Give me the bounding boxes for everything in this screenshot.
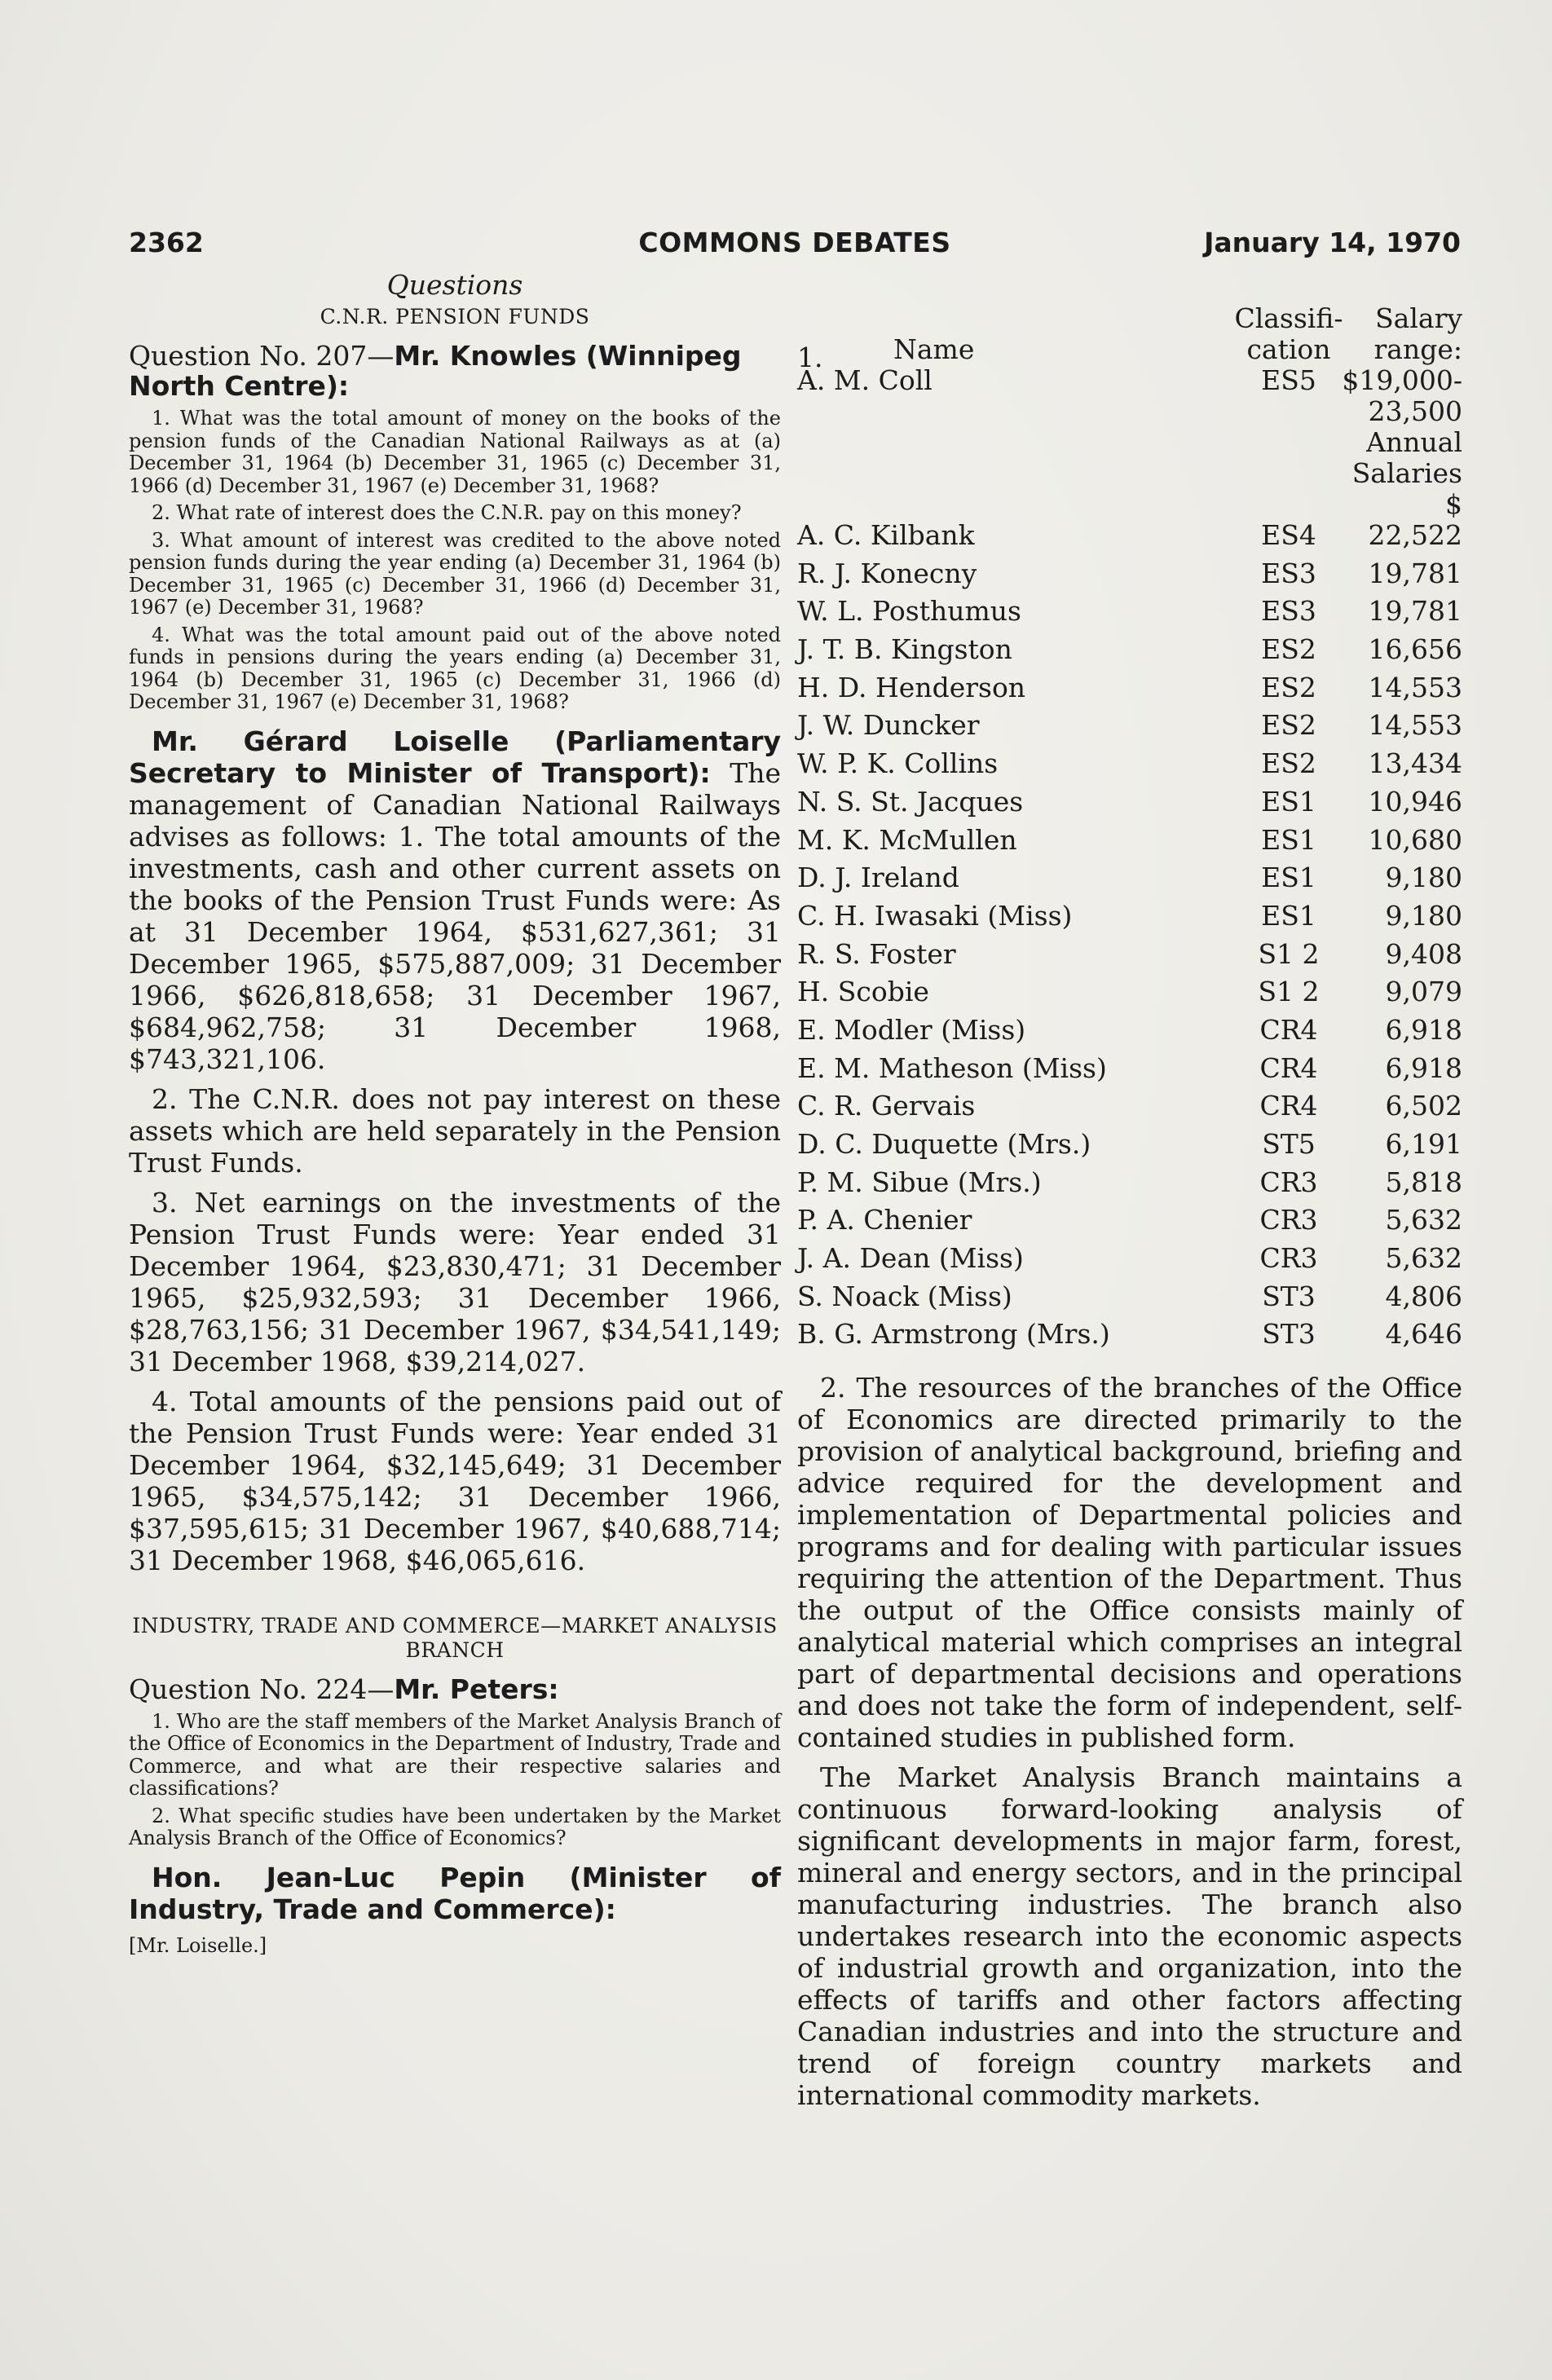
question-224-part-2: 2. What specific studies have been undertaken by the Market Analysis Branch of the Office of Economics? xyxy=(129,1804,781,1849)
salary-header-line-7: $ xyxy=(1445,488,1462,520)
staff-classification: CR3 xyxy=(1259,1166,1318,1198)
bracket-note: [Mr. Loiselle.] xyxy=(129,1933,267,1957)
staff-name: B. G. Armstrong (Mrs.) xyxy=(797,1318,1110,1351)
salary-header-line-2: range: xyxy=(1373,333,1462,365)
staff-salary: 10,680 xyxy=(1368,823,1462,856)
question-207-part-2: 2. What rate of interest does the C.N.R. pay on this money? xyxy=(152,501,742,524)
staff-salary: 6,918 xyxy=(1385,1013,1462,1046)
question-207-prefix: Question No. 207— xyxy=(129,340,395,372)
question-224 xyxy=(129,1674,781,1704)
answer-224-para-2: 2. The resources of the branches of the Office of Economics are directed primarily to the provision of analytical background, briefing and advice required for the development and implementation of Departmental policies and programs and for dealing with particular issues requiring the attention of the Department. Thus the output of the Office consists mainly of analytical material which comprises an integral part of departmental decisions and operations and does not take the form of independent, self-contained studies in published form. xyxy=(797,1372,1462,1754)
staff-classification: ES2 xyxy=(1261,709,1316,742)
column-salary-header xyxy=(1299,303,1462,520)
staff-name: C. H. Iwasaki (Miss) xyxy=(797,899,1073,932)
salary-header-line-5: Annual xyxy=(1366,426,1462,458)
staff-classification: ES1 xyxy=(1261,785,1316,818)
staff-name: M. K. McMullen xyxy=(797,823,1017,856)
staff-salary: 16,656 xyxy=(1368,633,1462,666)
staff-name: H. Scobie xyxy=(797,976,929,1008)
staff-salary: 14,553 xyxy=(1368,709,1462,742)
publication-title: COMMONS DEBATES xyxy=(638,227,951,258)
left-column xyxy=(129,269,781,1958)
staff-table-body xyxy=(797,517,1462,1354)
staff-salary: 19,781 xyxy=(1368,557,1462,589)
table-row xyxy=(797,1164,1462,1202)
staff-classification: ES3 xyxy=(1261,595,1316,628)
staff-name: J. W. Duncker xyxy=(797,709,980,742)
staff-salary: 5,632 xyxy=(1385,1204,1462,1236)
column-name-header: Name xyxy=(893,333,975,365)
cnr-pension-heading: C.N.R. PENSION FUNDS xyxy=(320,305,590,328)
staff-classification: ES2 xyxy=(1261,671,1316,703)
staff-salary: 9,180 xyxy=(1385,862,1462,894)
table-row xyxy=(797,555,1462,593)
staff-classification: CR4 xyxy=(1259,1090,1318,1122)
table-row xyxy=(797,1012,1462,1050)
answer-224-speaker: Hon. Jean-Luc Pepin (Minister of Industry, Trade and Commerce): xyxy=(129,1861,781,1925)
classification-header-line-2: cation xyxy=(1246,333,1331,365)
staff-salary: 19,781 xyxy=(1368,595,1462,628)
staff-name: R. J. Konecny xyxy=(797,557,977,589)
question-207 xyxy=(129,341,781,401)
table-row xyxy=(797,822,1462,860)
question-207-member: Mr. Knowles (Winnipeg North Centre): xyxy=(129,340,742,402)
staff-name: A. M. Coll xyxy=(797,364,933,396)
staff-name: R. S. Foster xyxy=(797,937,956,970)
staff-classification: ES1 xyxy=(1261,862,1316,894)
table-row xyxy=(797,1126,1462,1164)
staff-classification: ST3 xyxy=(1262,1318,1316,1351)
staff-salary: 13,434 xyxy=(1368,747,1462,780)
staff-salary: 5,818 xyxy=(1385,1166,1462,1198)
classification-header-line-1: Classifi- xyxy=(1234,302,1343,334)
staff-salary: 9,180 xyxy=(1385,899,1462,932)
staff-name: E. Modler (Miss) xyxy=(797,1013,1026,1046)
table-row xyxy=(797,517,1462,555)
staff-name: A. C. Kilbank xyxy=(797,519,975,551)
table-row xyxy=(797,631,1462,669)
staff-classification: ES3 xyxy=(1261,557,1316,589)
staff-salary: 4,646 xyxy=(1385,1318,1462,1351)
table-row xyxy=(797,1240,1462,1278)
staff-name: D. C. Duquette (Mrs.) xyxy=(797,1128,1091,1160)
staff-classification: CR3 xyxy=(1259,1204,1318,1236)
staff-classification: ST3 xyxy=(1262,1280,1316,1312)
table-row xyxy=(797,707,1462,745)
staff-name: C. R. Gervais xyxy=(797,1090,976,1122)
itc-market-analysis-heading: INDUSTRY, TRADE AND COMMERCE—MARKET ANALYSIS BRANCH xyxy=(132,1613,778,1662)
staff-name: H. D. Henderson xyxy=(797,671,1026,703)
staff-salary: 22,522 xyxy=(1368,519,1462,551)
staff-name: J. A. Dean (Miss) xyxy=(797,1242,1024,1275)
question-207-part-3: 3. What amount of interest was credited to the above noted pension funds during the year ending (a) December 31, 1964 (b) December 31, 1965 (c) December 31, 1966 (d) December 31, 1967 (e) December 31, 1968? xyxy=(129,528,781,619)
staff-name: N. S. St. Jacques xyxy=(797,785,1024,818)
staff-classification: S1 2 xyxy=(1258,937,1320,970)
staff-classification: ES2 xyxy=(1261,633,1316,666)
salary-header-line-3: $19,000- xyxy=(1342,364,1462,396)
table-row xyxy=(797,936,1462,974)
table-row xyxy=(797,783,1462,822)
page-header xyxy=(129,227,1461,267)
question-224-member: Mr. Peters: xyxy=(394,1673,559,1705)
staff-salary: 6,918 xyxy=(1385,1051,1462,1084)
staff-name: E. M. Matheson (Miss) xyxy=(797,1051,1107,1084)
staff-classification: CR3 xyxy=(1259,1242,1318,1275)
staff-name: J. T. B. Kingston xyxy=(797,633,1012,666)
staff-classification: ES4 xyxy=(1261,519,1316,551)
staff-salary: 6,502 xyxy=(1385,1090,1462,1122)
table-row xyxy=(797,745,1462,783)
table-row xyxy=(797,593,1462,631)
table-row xyxy=(797,1087,1462,1126)
answer-207-para-4: 4. Total amounts of the pensions paid out of the Pension Trust Funds were: Year ended 31 December 1964, $32,145,649; 31 December 1965, $34,575,142; 31 December 1966, $37,595,615; 31 December 1967, $40,688,714; 31 December 1968, $46,065,616. xyxy=(129,1385,781,1576)
staff-name: P. A. Chenier xyxy=(797,1204,972,1236)
question-224-part-1: 1. Who are the staff members of the Market Analysis Branch of the Office of Economics in the Department of Industry, Trade and Commerce, and what are their respective salaries and classifications? xyxy=(129,1709,781,1800)
table-row xyxy=(797,859,1462,897)
salary-header-line-1: Salary xyxy=(1375,302,1462,334)
staff-salary: 10,946 xyxy=(1368,785,1462,818)
staff-name: P. M. Sibue (Mrs.) xyxy=(797,1166,1042,1198)
staff-classification: S1 2 xyxy=(1258,976,1320,1008)
staff-classification: ST5 xyxy=(1262,1128,1316,1160)
staff-name: W. P. K. Collins xyxy=(797,747,999,780)
page-number: 2362 xyxy=(129,227,204,258)
staff-classification: ES1 xyxy=(1261,823,1316,856)
section-title: Questions xyxy=(386,269,523,301)
staff-classification: ES2 xyxy=(1261,747,1316,780)
staff-salary: 5,632 xyxy=(1385,1242,1462,1275)
table-row xyxy=(797,669,1462,707)
issue-date: January 14, 1970 xyxy=(1204,227,1461,258)
answer-207-speaker: Mr. Gérard Loiselle (Parliamentary Secretary to Minister of Transport): xyxy=(129,725,781,789)
staff-salary: 6,191 xyxy=(1385,1128,1462,1160)
staff-salary: 4,806 xyxy=(1385,1280,1462,1312)
answer-224-para-3: The Market Analysis Branch maintains a continuous forward-looking analysis of significant developments in major farm, forest, mineral and energy sectors, and in the principal manufacturing industries. The branch also undertakes research into the economic aspects of industrial growth and organization, into the effects of tariffs and other factors affecting Canadian industries and into the structure and trend of foreign country markets and international commodity markets. xyxy=(797,1761,1462,2112)
table-row xyxy=(797,973,1462,1012)
staff-classification: ES5 xyxy=(1261,364,1316,396)
table-row xyxy=(797,1050,1462,1088)
answer-224-text xyxy=(797,1372,1462,2111)
answer-207-para-3: 3. Net earnings on the investments of the Pension Trust Funds were: Year ended 31 December 1964, $23,830,471; 31 December 1965, $25,932,593; 31 December 1966, $28,763,156; 31 December 1967, $34,541,149; 31 December 1968, $39,214,027. xyxy=(129,1186,781,1377)
question-224-prefix: Question No. 224— xyxy=(129,1673,395,1705)
table-row-first xyxy=(797,365,1462,396)
staff-salary: 9,408 xyxy=(1385,937,1462,970)
staff-name: D. J. Ireland xyxy=(797,862,959,894)
item-number: 1. xyxy=(797,342,823,373)
staff-name: S. Noack (Miss) xyxy=(797,1280,1012,1312)
table-row xyxy=(797,1201,1462,1240)
answer-207-text-1: The management of Canadian National Railways advises as follows: 1. The total amounts of the investments, cash and other current assets on the books of the Pension Trust Funds were: As at 31 December 1964, $531,627,361; 31 December 1965, $575,887,009; 31 December 1966, $626,818,658; 31 December 1967, $684,962,758; 31 December 1968, $743,321,106. xyxy=(129,756,781,1075)
staff-classification: CR4 xyxy=(1259,1013,1318,1046)
staff-name: W. L. Posthumus xyxy=(797,595,1021,628)
staff-salary: 14,553 xyxy=(1368,671,1462,703)
answer-207-para-2: 2. The C.N.R. does not pay interest on these assets which are held separately in the Pension Trust Funds. xyxy=(129,1082,781,1179)
staff-table-header xyxy=(797,302,1462,520)
answer-224-intro xyxy=(129,1862,781,1925)
table-row xyxy=(797,1278,1462,1316)
question-207-part-1: 1. What was the total amount of money on the books of the pension funds of the Canadian National Railways as at (a) December 31, 1964 (b) December 31, 1965 (c) December 31, 1966 (d) December 31, 1967 (e) December 31, 1968? xyxy=(129,407,781,497)
table-row xyxy=(797,1316,1462,1354)
salary-header-line-6: Salaries xyxy=(1351,457,1462,489)
staff-classification: ES1 xyxy=(1261,899,1316,932)
staff-salary: 9,079 xyxy=(1385,976,1462,1008)
answer-207-para-1 xyxy=(129,725,781,1075)
question-207-part-4: 4. What was the total amount paid out of the above noted funds in pensions during the years ending (a) December 31, 1964 (b) December 31, 1965 (c) December 31, 1966 (d) December 31, 1967 (e) December 31, 1968? xyxy=(129,623,781,713)
right-column xyxy=(797,303,1462,2119)
staff-classification: CR4 xyxy=(1259,1051,1318,1084)
salary-header-line-4: 23,500 xyxy=(1368,395,1462,427)
table-row xyxy=(797,897,1462,936)
